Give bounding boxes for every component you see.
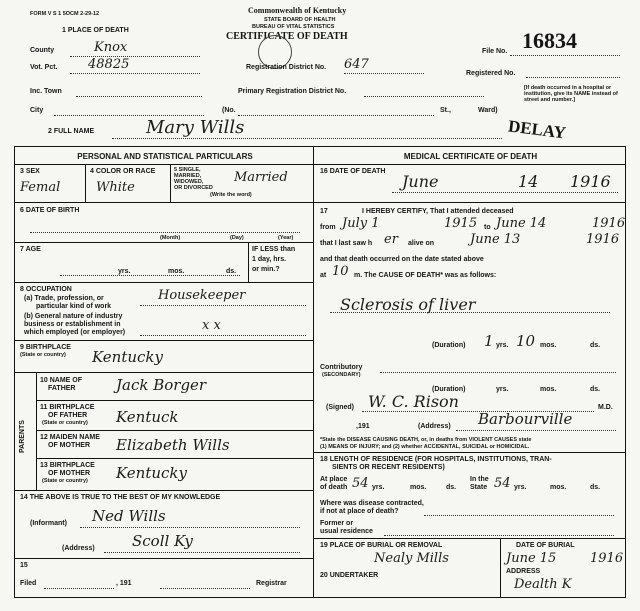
at-place-years-value: 54 — [352, 476, 369, 491]
occupation-a-line — [140, 305, 306, 306]
registration-district-value: 647 — [344, 57, 369, 72]
duration-months-label: mos. — [540, 342, 557, 349]
file-number-label: File No. — [482, 48, 508, 55]
voting-precinct-label: Vot. Pct. — [30, 64, 58, 71]
full-name-line — [112, 138, 502, 139]
informant-address-line — [104, 552, 300, 553]
at-place-months-label: mos. — [410, 484, 427, 491]
date-of-death-month: June — [402, 172, 439, 191]
true-statement-label: 14 THE ABOVE IS TRUE TO THE BEST OF MY KNOWLEDGE — [20, 494, 221, 501]
footnote-line-2: (1) MEANS OF INJURY; and (2) whether ACCIDENTAL, SUICIDAL or HOMICIDAL. — [320, 444, 530, 450]
registration-district-line — [344, 73, 424, 74]
duration-days-label: ds. — [590, 342, 601, 349]
inc-town-label: Inc. Town — [30, 88, 62, 95]
in-state-days-label: ds. — [590, 484, 601, 491]
at-place-label-2: of death — [320, 484, 348, 491]
filed-label: Filed — [20, 580, 37, 587]
physician-address-value: Barbourville — [478, 410, 573, 428]
filed-number-label: 15 — [20, 562, 28, 569]
race-value: White — [96, 180, 135, 195]
age-label: 7 AGE — [20, 246, 41, 253]
burial-date-value: June 15 — [506, 551, 557, 566]
md-label: M.D. — [598, 404, 613, 411]
marital-label-divorced: OR DIVORCED — [174, 185, 213, 191]
occupation-b-label: (b) General nature of industry — [24, 313, 123, 320]
at-place-label: At place — [320, 476, 348, 483]
birth-year-label: (Year) — [278, 235, 294, 241]
birth-month-label: (Month) — [160, 235, 181, 241]
file-number: 16834 — [522, 28, 577, 53]
parents-label: PARENTS — [19, 420, 26, 453]
registered-number-line — [526, 77, 620, 78]
registrar-label: Registrar — [256, 580, 287, 587]
voting-precinct-line — [70, 73, 200, 74]
physician-signature: W. C. Rison — [368, 392, 459, 411]
disease-contracted-label: Where was disease contracted, — [320, 500, 424, 507]
attended-from-value: July 1 — [342, 216, 380, 231]
disease-contracted-line — [424, 515, 614, 516]
date-of-death-line — [392, 192, 618, 193]
mother-birthplace-label-2: OF MOTHER — [48, 470, 90, 477]
attended-to-year: 1916 — [592, 216, 626, 231]
board-heading: STATE BOARD OF HEALTH — [264, 17, 336, 23]
last-saw-pronoun: er — [384, 232, 398, 247]
in-state-months-label: mos. — [550, 484, 567, 491]
bureau-heading: BUREAU OF VITAL STATISTICS — [252, 24, 335, 30]
at-place-days-label: ds. — [446, 484, 457, 491]
hospital-note: [If death occurred in a hospital or institution, give its NAME instead of street and number.] — [524, 85, 618, 103]
father-birthplace-label: 11 BIRTHPLACE — [40, 404, 95, 411]
street-line — [238, 115, 434, 116]
marital-label-single: 5 SINGLE, — [174, 167, 201, 173]
occupation-label: 8 OCCUPATION — [20, 286, 72, 293]
primary-district-line — [364, 96, 484, 97]
burial-date-label: DATE OF BURIAL — [516, 542, 575, 549]
occupation-value: Housekeeper — [158, 288, 246, 303]
duration-label: (Duration) — [432, 342, 466, 349]
former-residence-label-2: usual residence — [320, 528, 373, 535]
filed-year-label: , 191 — [116, 580, 132, 587]
residence-length-label-2: SIENTS OR RECENT RESIDENTS) — [332, 464, 445, 471]
medical-section-title: MEDICAL CERTIFICATE OF DEATH — [403, 152, 538, 161]
burial-place-label: 19 PLACE OF BURIAL OR REMOVAL — [320, 542, 443, 549]
alive-on-label: alive on — [408, 240, 435, 247]
inc-town-line — [76, 96, 202, 97]
age-line — [60, 275, 240, 276]
informant-line — [80, 527, 300, 528]
attended-to-value: June 14 — [496, 216, 547, 231]
registered-number-label: Registered No. — [466, 70, 516, 77]
last-saw-label: that I last saw h — [320, 240, 373, 247]
mother-name-value: Elizabeth Wills — [116, 436, 230, 454]
less-than-label-1: IF LESS than — [252, 246, 296, 253]
disease-contracted-label-2: if not at place of death? — [320, 508, 399, 515]
sex-label: 3 SEX — [20, 168, 40, 175]
full-name-value: Mary Wills — [146, 117, 245, 138]
undertaker-address-value: Dealth K — [514, 577, 572, 592]
contributory-sub-label: (SECONDARY) — [322, 372, 361, 378]
father-name-label-2: FATHER — [48, 385, 76, 392]
cause-of-death-value: Sclerosis of liver — [340, 295, 476, 314]
signed-year-label: ,191 — [356, 423, 370, 430]
occupation-b-line — [140, 335, 306, 336]
marital-label-widowed: WIDOWED, — [174, 179, 204, 185]
occupation-a-label: (a) Trade, profession, or — [24, 295, 104, 302]
marital-value: Married — [234, 170, 288, 185]
undertaker-label: 20 UNDERTAKER — [320, 572, 379, 579]
street-label: St., — [440, 107, 451, 114]
duration-years-value: 1 — [484, 332, 494, 350]
contributory-days-label: ds. — [590, 386, 601, 393]
registration-district-label: Registration District No. — [246, 64, 327, 71]
duration-years-label: yrs. — [496, 342, 509, 349]
date-of-birth-label: 6 DATE OF BIRTH — [20, 207, 80, 214]
undertaker-address-label: ADDRESS — [506, 568, 541, 575]
date-of-birth-line — [30, 232, 300, 233]
mother-name-label-2: OF MOTHER — [48, 442, 90, 449]
mother-birthplace-label: 13 BIRTHPLACE — [40, 462, 95, 469]
file-number-line — [510, 55, 620, 56]
death-occurred-label: and that death occurred on the date stated above — [320, 256, 484, 263]
in-state-label: In the — [470, 476, 489, 483]
last-saw-year: 1916 — [586, 232, 620, 247]
marital-label-write: (Write the word) — [210, 192, 252, 198]
father-birthplace-label-2: OF FATHER — [48, 412, 88, 419]
sex-value: Femal — [20, 180, 61, 195]
attended-from-label: from — [320, 224, 336, 231]
birthplace-sub-label: (State or country) — [20, 352, 66, 358]
city-label: City — [30, 107, 44, 114]
date-of-death-label: 16 DATE OF DEATH — [320, 168, 386, 175]
personal-section-title: PERSONAL AND STATISTICAL PARTICULARS — [77, 152, 253, 161]
father-name-value: Jack Borger — [116, 376, 207, 394]
contributory-label: Contributory — [320, 364, 363, 371]
voting-precinct-value: 48825 — [88, 57, 130, 72]
certificate-title: CERTIFICATE OF DEATH — [226, 31, 348, 42]
last-saw-date: June 13 — [470, 232, 521, 247]
at-place-years-label: yrs. — [372, 484, 385, 491]
informant-label: (Informant) — [30, 520, 67, 527]
form-number: FORM V S 1 5OCM 2-29-12 — [30, 11, 100, 17]
race-label: 4 COLOR OR RACE — [90, 168, 156, 175]
occupation-b-label-2: business or establishment in — [24, 321, 121, 328]
birthplace-label: 9 BIRTHPLACE — [20, 344, 71, 351]
father-birthplace-sub: (State or country) — [42, 420, 88, 426]
county-value: Knox — [94, 40, 128, 55]
date-of-death-day: 14 — [518, 172, 539, 191]
certify-number: 17 — [320, 208, 328, 215]
street-number-label: (No. — [222, 107, 236, 114]
in-state-label-2: State — [470, 484, 488, 491]
occupation-b-label-3: which employed (or employer) — [24, 329, 126, 336]
city-line — [54, 115, 204, 116]
primary-district-label: Primary Registration District No. — [238, 88, 347, 95]
certify-statement: I HEREBY CERTIFY, That I attended deceased — [362, 208, 514, 215]
commonwealth-heading: Commonwealth of Kentucky — [248, 6, 347, 15]
in-state-years-label: yrs. — [514, 484, 527, 491]
birthplace-value: Kentucky — [92, 348, 163, 366]
age-years-label: yrs. — [118, 268, 131, 275]
informant-value: Ned Wills — [92, 507, 166, 525]
age-months-label: mos. — [168, 268, 185, 275]
in-state-years-value: 54 — [494, 476, 511, 491]
physician-address-label: (Address) — [418, 423, 451, 430]
attended-from-year: 1915 — [444, 216, 478, 231]
footnote-line-1: *State the DISEASE CAUSING DEATH, or, in deaths from VIOLENT CAUSES state — [320, 437, 532, 443]
place-of-death-label: 1 PLACE OF DEATH — [62, 27, 129, 34]
full-name-label: 2 FULL NAME — [48, 128, 95, 135]
contributory-line — [380, 372, 616, 373]
mother-name-label: 12 MAIDEN NAME — [40, 434, 100, 441]
occupation-b-value: x x — [202, 318, 221, 333]
age-days-label: ds. — [226, 268, 237, 275]
burial-place-value: Nealy Mills — [374, 551, 449, 566]
mother-birthplace-sub: (State or country) — [42, 478, 88, 484]
filed-line — [44, 588, 114, 589]
death-time-value: 10 — [332, 264, 349, 279]
physician-address-line — [456, 430, 616, 431]
signed-label: (Signed) — [326, 404, 354, 411]
death-time-label: at — [320, 272, 327, 279]
former-residence-line — [384, 535, 614, 536]
duration-months-value: 10 — [516, 332, 536, 350]
father-birthplace-value: Kentuck — [116, 408, 179, 426]
less-than-label-3: or min.? — [252, 266, 280, 273]
father-name-label: 10 NAME OF — [40, 377, 83, 384]
ward-label: Ward) — [478, 107, 498, 114]
cause-of-death-label: m. The CAUSE OF DEATH* was as follows: — [354, 272, 497, 279]
contributory-duration-label: (Duration) — [432, 386, 466, 393]
county-label: County — [30, 47, 55, 54]
marital-label-married: MARRIED, — [174, 173, 202, 179]
contributory-months-label: mos. — [540, 386, 557, 393]
former-residence-label: Former or — [320, 520, 354, 527]
informant-address-label: (Address) — [62, 545, 95, 552]
residence-length-label: 18 LENGTH OF RESIDENCE (FOR HOSPITALS, INSTITUTIONS, TRAN- — [320, 456, 552, 463]
mother-birthplace-value: Kentucky — [116, 464, 187, 482]
informant-address-value: Scoll Ky — [132, 532, 193, 550]
attended-to-label: to — [484, 224, 491, 231]
less-than-label-2: 1 day, hrs. — [252, 256, 287, 263]
delay-stamp: DELAY — [507, 116, 567, 143]
occupation-a-label-2: particular kind of work — [36, 303, 112, 310]
date-of-death-year: 1916 — [570, 172, 611, 191]
birth-day-label: (Day) — [230, 235, 244, 241]
contributory-years-label: yrs. — [496, 386, 509, 393]
registrar-line — [160, 588, 250, 589]
burial-date-year: 1916 — [590, 551, 624, 566]
